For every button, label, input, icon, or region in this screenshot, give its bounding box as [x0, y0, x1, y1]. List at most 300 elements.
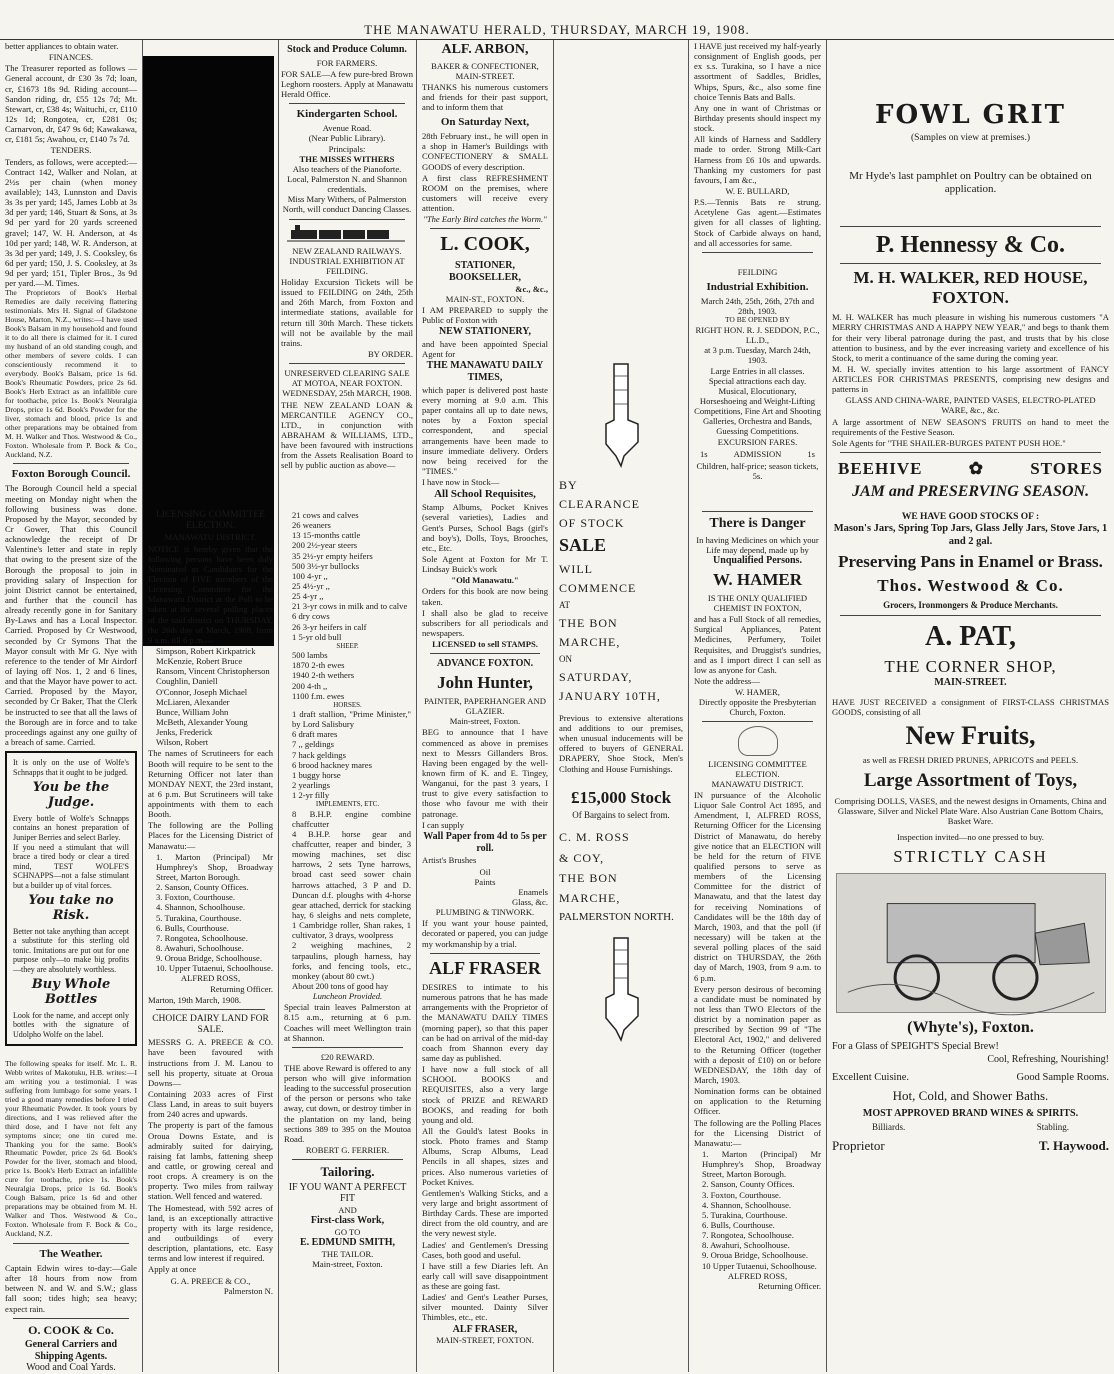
- apat-heading: A. PAT,: [925, 620, 1016, 652]
- sale-text: Of Bargains to select from.: [572, 809, 670, 820]
- dairy-heading: CHOICE DAIRY LAND FOR SALE.: [152, 1013, 269, 1036]
- divider: [289, 103, 405, 104]
- danger-text: Note the address—: [694, 675, 760, 686]
- fowl-grit-sub: (Samples on view at premises.): [911, 132, 1030, 143]
- unres-date: WEDNESDAY, 25th MARCH, 1908.: [282, 388, 412, 399]
- divider: [702, 511, 813, 512]
- sale-line: MARCHE,: [559, 634, 621, 649]
- cattle-item: 13 15-months cattle: [292, 530, 361, 541]
- cattle-item: 35 2½-yr empty heifers: [292, 550, 373, 561]
- divider: [702, 721, 813, 722]
- sale-line: PALMERSTON NORTH.: [559, 910, 674, 923]
- finances-text: The Treasurer reported as follows —General account, dr £30 3s 7d; loan, cr, £1673 18s 9d. Riding account—Sandon riding, dr, £55 12s 7d; Mt. Stewart, cr, £38 4s; Waituchi, cr, £110 12s 1d; Rongotea, cr, £281 0s; Carnarvon, dr, £47 9s 6d; Kawakawa, cr, £181 5s; Awahou, cr, £140 7s 7d.: [5, 63, 137, 145]
- licensing-text: Every person desirous of becoming a candidate must be nominated by not less than TWO Electors of the district by a nomination paper as prescribed by Section 99 of "The Electoral Act, 1902," and delivered to the Returning Officer (together with a deposit of £10) on or before WEDNESDAY, the 18th day of March, 1903.: [694, 983, 821, 1085]
- sheep-item: 1940 2-th wethers: [292, 670, 355, 681]
- pans-heading: Preserving Pans in Enamel or Brass.: [838, 551, 1103, 571]
- exhibition-line: EXCURSION FARES.: [717, 436, 798, 447]
- luncheon: Luncheon Provided.: [312, 991, 383, 1002]
- horses-label: HORSES.: [333, 700, 362, 709]
- admission-label: ADMISSION: [733, 448, 782, 459]
- divider: [292, 1047, 403, 1048]
- fowl-grit-text: Mr Hyde's last pamphlet on Poultry can be obtained on application.: [849, 169, 1092, 195]
- danger-heading: There is Danger: [709, 516, 806, 532]
- cattle-item: 25 4-yr ,,: [292, 591, 324, 602]
- tenders-text: Tenders, as follows, were accepted:—Contract 142, Walker and Nolan, at 2½s per chain (when money available); 143, Lunnston and Davis 3s 3s per yard; 145, James Lobb at 3s 3d per yard; 146, Stuart & Sons, at 3s 9d per yard for 20 yards screened gravel; 147, W. H. Anderson, at 4s 10d per yard; 148, W. R. Anderson, at 3s 3d per yard; 149, J. S. Cooksley, 6s 6d per yard; 150, J. S. Cooksley, at 3s 9d per yard; 151, Tipler Bros., 3s 9d per yard.—M. Times.: [5, 156, 137, 289]
- divider: [13, 1243, 129, 1244]
- candidate: Jenks, Frederick: [156, 727, 213, 738]
- tailoring-line: First-class Work,: [310, 1215, 385, 1227]
- haywood-cart-illustration: [836, 873, 1106, 1013]
- officer-title: Returning Officer.: [758, 1280, 821, 1291]
- corner-shop: THE CORNER SHOP,: [884, 656, 1057, 676]
- sale-line: AT: [559, 600, 570, 611]
- cattle-item: 21 cows and calves: [292, 510, 359, 520]
- tailoring-line: IF YOU WANT A PERFECT FIT: [288, 1181, 407, 1205]
- farmers-label: FOR FARMERS.: [316, 57, 378, 68]
- cattle-item: 500 3½-yr bullocks: [292, 560, 360, 571]
- divider: [13, 463, 129, 464]
- polling-place: 6. Bulls, Courthouse.: [156, 922, 229, 933]
- walker-text: M. H. WALKER has much pleasure in wishing his numerous customers "A MERRY CHRISTMAS AND A HAPPY NEW YEAR," and begs to thank them for their very liberal patronage during the past, and trusts that by his close attention to business, and by the ever increasing variety and excellence of his Stock, to merit a continuance of the same during the coming year.: [832, 312, 1109, 363]
- divider: [13, 1318, 129, 1319]
- tailoring-line: THE TAILOR.: [321, 1248, 374, 1259]
- fraser-text: I have still a few Diaries left. An early call will save disappointment as these are going fast.: [422, 1260, 548, 1292]
- cattle-item: 21 3-yr cows in milk and to calve: [292, 601, 408, 612]
- train-notice: Special train leaves Palmerston at 8.15 a.m., returning at 6 p.m. Coaches will meet Wellington train at Shannon.: [284, 1002, 411, 1043]
- whyte-line: Cool, Refreshing, Nourishing!: [987, 1054, 1109, 1066]
- book-remedies: The Proprietors of Book's Herbal Remedies are daily receiving flattering testimonials. Mrs H. Signal of Gladstone House, Marton, N.Z., writes:—I have used Book's Balsam in my household and found it to do all there is claimed for it. I cured my husband of an old standing cough, and other members of severe colds. I can conscientiously recommend it to everybody. Book's Balsam, price 1s 6d. Book's Rheumatic Powders, price 2s 6d. Book's Herb Extract as an infallible cure for toothache, price 1s. Book's Neuralgia Drops, price 1s 6d. Book's Powder for the liver, stomach and blood, price 1s and other preparations may be obtained from M. H. Walker and Thos. Westwood & Co., Foxton. Wholesale from P. Bock & Co., Auckland, N.Z.: [5, 288, 137, 459]
- horse-item: 7 hack geldings: [292, 749, 346, 760]
- hunter-text: Enamels: [518, 886, 548, 897]
- licensing-text: The following are the Polling Places for the Licensing District of Manawatu:—: [694, 1117, 821, 1148]
- whyte-row: [832, 1138, 1109, 1153]
- finances-heading: FINANCES.: [48, 52, 94, 63]
- exhibition-line: Musical, Elocutionary, Horseshoeing and Weight-Lifting Competitions, Fine Art and Shooting Galleries, Orchestra and Bands, Guessing Competitions.: [694, 385, 821, 437]
- jam-line: Mason's Jars, Spring Top Jars, Glass Jelly Jars, Stove Jars, 1 and 2 gal.: [833, 523, 1108, 547]
- implement-item: About 200 tons of good hay: [292, 980, 389, 991]
- arbon-saturday: On Saturday Next,: [440, 116, 530, 129]
- cook-text: I AM PREPARED to supply the Public of Foxton with: [422, 304, 548, 326]
- walker-text: A large assortment of NEW SEASON'S FRUITS on hand to meet the requirements of the Festive Season.: [832, 416, 1109, 437]
- sale-text: Previous to extensive alterations and additions to our premises, when unusual inducements will be offered to buyers of GENERAL DRAPERY, Shoe Stock, Men's Clothing and House Furnishings.: [559, 712, 683, 774]
- polling-places: [694, 1149, 821, 1271]
- licensing-district: MANAWATU DISTRICT.: [711, 778, 804, 789]
- hunter-line: PLUMBING & TINWORK.: [435, 907, 535, 918]
- stock-banner: £15,000 Stock: [570, 787, 672, 807]
- dairy-text: Containing 2033 acres of First Class Land, in areas to suit buyers from 240 acres and upwards.: [148, 1088, 273, 1120]
- council-heading: Foxton Borough Council.: [11, 468, 131, 481]
- candidate: Ransom, Vincent Christopherson: [156, 666, 270, 677]
- candidate: Wilson, Robert: [156, 737, 209, 748]
- bullard-text: All kinds of Harness and Saddlery made to order. Strong Milk-Cart Harness from £6 10s and upwards. Thanking my customers for past favours, I am &c.,: [694, 134, 821, 185]
- apat-text: Comprising DOLLS, VASES, and the newest designs in Ornaments, China and Glassware, Silver and Nickel Plate Ware. Also Austrian Cane Bottom Chairs, Basket Ware.: [834, 796, 1107, 827]
- kg-line: Avenue Road.: [322, 123, 372, 134]
- hunter-heading: John Hunter,: [437, 673, 533, 693]
- walker-text: Sole Agents for "THE SHAILER-BURGES PATENT PUSH HOE.": [832, 437, 1066, 448]
- whyte-item: Billiards.: [872, 1121, 906, 1132]
- exhibition-line: Children, half-price; season tickets, 5s.: [696, 460, 819, 482]
- hunter-line: PAINTER, PAPERHANGER AND GLAZIER.: [424, 696, 546, 717]
- proprietor-name: T. Haywood.: [1038, 1138, 1109, 1154]
- fraser-address: MAIN-STREET, FOXTON.: [436, 1335, 534, 1346]
- walker-text: M. H. W. specially invites attention to his large assortment of FANCY ARTICLES FOR CHRISTMAS PRESENTS, comprising new designs and patterns in: [832, 363, 1109, 395]
- polling-place: 6. Bulls, Courthouse.: [702, 1219, 775, 1230]
- cook-line: STATIONER,: [455, 260, 515, 272]
- whyte-baths: Hot, Cold, and Shower Baths.: [892, 1088, 1049, 1104]
- cook-line: NEW STATIONERY,: [438, 326, 532, 338]
- weather-text: Captain Edwin wires to-day:—Gale after 18 hours from now from between N. and W. and S.W.; glass fall soon; tides high; sea heavy; expect rain.: [5, 1262, 137, 1314]
- hunter-text: BEG to announce that I have commenced as above in premises next to Messrs Gillanders Bros. Having been engaged by the well-known firm of K. and E. Tingey, Wanganui, for the past 3 years, I trust to give every satisfaction to those who favour me with their patronage.: [422, 727, 548, 819]
- cattle-item: 100 4-yr ,,: [292, 570, 328, 581]
- cook-text: Stamp Albums, Pocket Knives (several varieties), Ladies and Gent's Purses, School Bags (girl's and boy's), Dolls, Toys, Brooches, etc., Etc.: [422, 502, 548, 553]
- walker-heading: M. H. WALKER, RED HOUSE, FOXTON.: [853, 268, 1088, 308]
- officer-title: Returning Officer.: [210, 983, 273, 994]
- beehive-word: STORES: [1030, 459, 1103, 479]
- exhibition-heading: Industrial Exhibition.: [706, 280, 809, 293]
- polling-place: 4. Shannon, Schoolhouse.: [156, 902, 246, 913]
- sale-line: SATURDAY,: [559, 669, 633, 684]
- sale-notice: FOR SALE—A few pure-bred Brown Leghorn roosters. Apply at Manawatu Herald Office.: [281, 68, 413, 100]
- bullard-name: W. E. BULLARD,: [725, 185, 790, 196]
- fowl-grit-heading: FOWL GRIT: [875, 100, 1066, 130]
- dairy-text: MESSRS G. A. PREECE & CO. have been favoured with instructions from J. M. Lanou to sell his property, situate at Oroua Downs—: [148, 1037, 273, 1088]
- unres-text: THE NEW ZEALAND LOAN & MERCANTILE AGENCY CO., LTD., in conjunction with ABRAHAM & WILLIAMS, LTD., have been favoured with instructions from the Assets Realisation Board to sell by public auction as above—: [281, 399, 413, 471]
- apat-text: Inspection invited—no one pressed to buy.: [897, 832, 1044, 843]
- hunter-text: Paints: [474, 876, 496, 887]
- fraser-text: All the Gould's latest Books in stock. Photo frames and Stamp Albums, Scrap Albums, Lead Pencils in all shapes, sizes and prices. Also numerous varieties of Pocket Knives.: [422, 1125, 548, 1187]
- arbon-text: 28th February inst., he will open in a shop in Hamer's Buildings with CONFECTIONERY & SMALL GOODS of every description.: [422, 131, 548, 172]
- wolfe-line: Every bottle of Wolfe's Schnapps contains an honest preparation of Juniper Berries and select Barley.: [13, 813, 129, 842]
- wolfe-line: If you need a stimulant that will brace a tired body or clear a tired mind, TEST WOLFE'S SCHNAPPS—not a false stimulant but a builder up of vital forces.: [13, 842, 129, 890]
- sale-line: COMMENCE: [559, 580, 637, 595]
- whyte-row: [832, 1120, 1109, 1135]
- whyte-item: Excellent Cuisine.: [832, 1072, 909, 1084]
- candidate-list: [148, 646, 273, 747]
- proprietor-label: Proprietor: [832, 1138, 885, 1154]
- railways-heading: NEW ZEALAND RAILWAYS.: [292, 245, 402, 256]
- cook-line: BOOKSELLER,: [449, 271, 521, 283]
- wolfe-judge: You be the Judge.: [32, 779, 110, 811]
- masthead: THE MANAWATU HERALD, THURSDAY, MARCH 19, 1908.: [0, 0, 1114, 40]
- danger-line: W. HAMER,: [735, 687, 780, 698]
- sale-line: JANUARY 10TH,: [559, 688, 661, 703]
- candidate: McBeth, Alexander Young: [156, 716, 248, 727]
- cook-heading: L. COOK,: [440, 233, 530, 256]
- officer-name: ALFRED ROSS,: [180, 973, 241, 984]
- hunter-text: Oil: [479, 866, 491, 877]
- danger-line: In having Medicines on which your Life may depend, made up by: [696, 534, 819, 555]
- polling-place: 2. Sanson, County Offices.: [702, 1179, 795, 1190]
- candidate: Bunce, William John: [156, 706, 229, 717]
- divider: [702, 252, 813, 253]
- tailoring-line: Main-street, Foxton.: [312, 1259, 383, 1270]
- sale-line: ON: [559, 653, 572, 664]
- sheep-label: SHEEP.: [336, 641, 359, 650]
- candidate: Coughlin, Daniell: [156, 676, 218, 687]
- polling-place: 7. Rongotea, Schoolhouse.: [702, 1230, 794, 1241]
- polling-places: [148, 852, 273, 974]
- apat-text: HAVE JUST RECEIVED a consignment of FIRST-CLASS CHRISTMAS GOODS, consisting of all: [832, 696, 1109, 717]
- divider: [840, 226, 1101, 227]
- admission-row: [694, 447, 821, 461]
- railways-order: BY ORDER.: [367, 349, 413, 359]
- horse-item: 6 draft mares: [292, 729, 338, 740]
- sheep-item: 1100 f.m. ewes: [292, 690, 345, 701]
- polling-place: 3. Foxton, Courthouse.: [702, 1189, 782, 1200]
- fraser-text: I have now a full stock of all SCHOOL BOOKS and REQUISITES, also a very large stock of PRIZE and REWARD BOOKS, and reading for both young and old.: [422, 1064, 548, 1125]
- exhibition-line: March 24th, 25th, 26th, 27th and 28th, 1903.: [700, 295, 815, 317]
- licensing-text: NOTICE is hereby given that the following persons have been duly Nominated as Candidates for the Election of FIVE members of the Licensing Committee for the Manawatu District at the Poll to be taken at the several polling places of the said district on THURSDAY, the 26th day of March, 1908, from 9 a.m. till 6 p.m.—: [148, 543, 273, 645]
- sale-line: & COY,: [559, 850, 605, 865]
- cook-line: MAIN-ST., FOXTON.: [445, 293, 525, 304]
- wolfe-risk: You take no Risk.: [28, 893, 114, 924]
- kg-line: Also teachers of the Pianoforte.: [292, 163, 402, 174]
- polling-place: 8. Awahuri, Schoolhouse.: [156, 943, 244, 954]
- divider: [840, 615, 1101, 616]
- divider: [289, 363, 405, 364]
- council-text: The Borough Council held a special meeting on Monday night when the following business was done. Proposed by the Mayor, seconded by Cr Gower, That this Council acknowledge the receipt of Dr Valentine's letter and state in reply that owing to the present size of the Borough the proposal to join in providing salary of Inspection for joint District cannot be entertained, and further that the council has already recently gone in for Sanitary By-Laws and has a Local Inspector. Carried. Proposed by Cr Westwood, seconded by Cr Symons That the Mayor consult with Mr G. Nye with reference to the tender of Mr Airdorf of laying off Nos. 1, 2 and 6 lines, and that the Mayor have power to act. Carried. Proposed by the Mayor, seconded by Cr Baker, That the Clerk be instructed to see that all the laws of the Borough are in force and to take proceedings against any one guilty of a breach of same. Carried.: [5, 483, 137, 747]
- train-icon: [287, 224, 407, 244]
- divider: [430, 653, 540, 654]
- fraser-heading: ALF FRASER: [429, 957, 541, 978]
- danger-text: and has a Full Stock of all remedies, Surgical Appliances, Patent Medicines, Perfumery, Toilet Requisites, and Druggist's sundries, and as I import direct I can sell as low as anyone for Cash.: [694, 614, 821, 675]
- cattle-item: 26 3-yr heifers in calf: [292, 621, 367, 632]
- kindergarten-heading: Kindergarten School.: [296, 108, 398, 121]
- polling-place: 8. Awahuri, Schoolhouse.: [702, 1240, 790, 1251]
- column-2-upper: [276, 40, 418, 510]
- horse-item: 1 2-yr filly: [292, 790, 330, 801]
- licensing-text: IN pursuance of the Alcoholic Liquor Sale Control Act 1895, and Amendment, I, ALFRED ROSS, Returning Officer for the Licensing District of Manawatu, do hereby give notice that an ELECTION will be held for the return of FIVE qualified persons to serve as members of the Licensing Committee for the district of Manawatu, and that the latest day for receiving Nominations of Candidates will be the 18th day of March, 1903, and that the poll (if necessary) will be taken at the several polling places of the said district on THURSDAY, the 26th day of March, 1903, from 9 a.m. to 6 p.m.: [694, 790, 821, 983]
- hennessy-heading: P. Hennessy & Co.: [875, 231, 1066, 258]
- wolfe-line: Look for the name, and accept only bottles with the signature of Udolpho Wolfe on the label.: [13, 1010, 129, 1039]
- polling-place: 1. Marton (Principal) Mr Humphrey's Shop, Broadway Street, Marton Borough.: [156, 851, 273, 883]
- unres-heading: UNRESERVED CLEARING SALE AT MOTOA, NEAR FOXTON.: [284, 368, 410, 389]
- licensing-heading: LICENSING COMMITTEE ELECTION.: [156, 510, 265, 532]
- divider: [840, 263, 1101, 264]
- candidate: O'Connor, Joseph Michael: [156, 686, 248, 697]
- cook-text: Sole Agent at Foxton for Mr T. Lindsay Buick's work: [422, 553, 548, 575]
- sale-line: C. M. ROSS: [559, 830, 630, 845]
- exhibition-line: RIGHT HON. R. J. SEDDON, P.C., LL.D.,: [695, 325, 820, 346]
- implement-item: 2 weighing machines, 2 tarpaulins, plough harness, hay forks, and fencing tools, etc., monkey (about 80 cwt.): [292, 940, 411, 981]
- weather-heading: The Weather.: [39, 1248, 103, 1261]
- divider: [840, 452, 1101, 453]
- hunter-text: I can supply: [422, 819, 465, 830]
- toys-heading: Large Assortment of Toys,: [863, 769, 1078, 791]
- beehive-word: BEEHIVE: [838, 459, 923, 479]
- danger-line: Directly opposite the Presbyterian Church, Foxton.: [698, 697, 817, 718]
- tailoring-line: GO TO: [334, 1227, 361, 1238]
- cook-text: which paper is delivered post haste every morning at 9.0 a.m. This paper contains all up to date news, notes by a Foxton special correspondent, and special arrangements have been made to insure immediate delivery. Orders now being received for the "TIMES.": [422, 384, 548, 476]
- licensing-text: The following are the Polling Places for the Licensing District of Manawatu:—: [148, 820, 273, 851]
- beehive-icon: ✿: [968, 459, 984, 479]
- licensing-text: Nomination forms can be obtained on application to the Returning Officer.: [694, 1086, 821, 1117]
- licensing-text: The names of Scrutineers for each Booth will require to be sent to the Returning Officer not later than MONDAY NEXT, the 23rd instant, at 6 p.m. But Scrutineers will take appointments with them to each Booth.: [148, 748, 273, 820]
- divider: [430, 228, 540, 229]
- implements-label: IMPLEMENTS, ETC.: [315, 800, 380, 809]
- cattle-item: 200 2½-year steers: [292, 540, 358, 551]
- horse-item: 6 brood hackney mares: [292, 759, 372, 770]
- sale-line: MARCHE,: [559, 890, 621, 905]
- column-2-licensing: [143, 510, 278, 1296]
- candidate: McLiaren, Alexander: [156, 696, 230, 707]
- hunter-text: Glass, &c.: [511, 897, 548, 908]
- advance-heading: ADVANCE FOXTON.: [436, 658, 534, 670]
- feilding-label: FEILDING: [737, 266, 778, 277]
- polling-place: 5. Turakina, Courthouse.: [156, 912, 242, 923]
- polling-place: 5. Turakina, Courthouse.: [702, 1209, 788, 1220]
- hunter-wallpaper: Wall Paper from 4d to 5s per roll.: [423, 830, 547, 854]
- polling-place: 9. Oroua Bridge, Schoolhouse.: [702, 1250, 808, 1261]
- wolfe-bottles: Buy Whole Bottles: [31, 976, 111, 1008]
- implement-item: 4 B.H.P. horse gear and chaffcutter, reaper and binder, 3 mowing machines, set disc harrows, 2 sets Tyne harrows, broad cast seed sower chain harrows attached, 3 P and D. Duncan d.f. ploughs with 4-horse gear attached, derrick for stacking hay, 6 sleighs and nets complete, 1 Cambridge roller, Shan rakes, 1 cultivator, 3 drays, woolpress: [292, 828, 411, 941]
- fraser-signoff: ALF FRASER,: [452, 1323, 518, 1335]
- polling-place: 2. Sanson, County Offices.: [156, 882, 249, 893]
- arbon-quote: "The Early Bird catches the Worm.": [423, 214, 547, 225]
- sheep-item: 500 lambs: [292, 650, 328, 661]
- westwood-line: Grocers, Ironmongers & Produce Merchants.: [883, 600, 1058, 611]
- horse-item: 1 buggy horse: [292, 769, 341, 780]
- sale-line: WILL: [559, 561, 593, 576]
- cook-line: Wood and Coal Yards.: [26, 1362, 116, 1374]
- bullard-text: I HAVE just received my half-yearly consignment of English goods, per ex s.s. Turakina, so I have a nice assortment of Saddles, Bridles, Whips, Spurs, &c., also some fine choice Tennis Bats and Balls.: [694, 41, 821, 102]
- cook-line: &c., &c.,: [515, 283, 548, 294]
- beehive-heading: [838, 459, 1103, 479]
- jam-line: WE HAVE GOOD STOCKS OF :: [901, 511, 1040, 522]
- tailoring-line: AND: [338, 1205, 357, 1216]
- cook-line: LICENSED to sell STAMPS.: [432, 639, 538, 650]
- sheep-item: 200 4-th ,,: [292, 680, 328, 691]
- reward-heading: £20 REWARD.: [320, 1051, 375, 1062]
- strictly-cash: STRICTLY CASH: [893, 846, 1048, 866]
- apat-text: as well as FRESH DRIED PRUNES, APRICOTS and PEELS.: [862, 755, 1079, 766]
- cook-line: THE MANAWATU DAILY TIMES,: [426, 360, 544, 384]
- candidate: McKenzie, Robert Bruce: [156, 656, 243, 667]
- kg-line: Miss Mary Withers, of Palmerston North, will conduct Dancing Classes.: [282, 194, 412, 215]
- kg-line: THE MISSES WITHERS: [299, 153, 395, 164]
- pointing-hand-icon: [594, 934, 648, 1044]
- new-fruits: New Fruits,: [905, 720, 1036, 750]
- column-4: [554, 40, 688, 1372]
- whyte-line: For a Glass of SPEIGHT'S Special Brew!: [832, 1041, 999, 1053]
- cattle-list: [284, 510, 411, 642]
- kg-line: Principals:: [328, 143, 366, 154]
- sale-banner: SALE: [559, 535, 607, 556]
- column-3: [417, 40, 553, 1372]
- dairy-text: Palmerston N.: [223, 1285, 273, 1296]
- dairy-text: G. A. PREECE & CO.,: [170, 1275, 251, 1286]
- admission-price: 1s: [807, 448, 815, 459]
- bullard-text: Any one in want of Christmas or Birthday presents should inspect my stock.: [694, 102, 821, 134]
- walker-text: GLASS AND CHINA-WARE, PAINTED VASES, ELECTRO-PLATED WARE, &c., &c.: [845, 395, 1096, 416]
- licensing-heading: LICENSING COMMITTEE ELECTION.: [708, 758, 807, 779]
- column-6: [827, 40, 1114, 1372]
- licensing-date: Marton, 19th March, 1908.: [148, 994, 242, 1005]
- polling-place: 10 Upper Tutaenui, Schoolhouse.: [702, 1260, 817, 1271]
- column-2-auction: [279, 510, 416, 1372]
- arbon-text: A first class REFRESHMENT ROOM on the premises, where customers will receive every attention.: [422, 172, 548, 214]
- arbon-text: THANKS his numerous customers and friends for their past support, and to inform them that: [422, 81, 548, 113]
- kg-line: Local, Palmerston N. and Shannon credentials.: [287, 174, 407, 195]
- cook-text: and have been appointed Special Agent for: [422, 339, 548, 360]
- stock-heading: Stock and Produce Column.: [287, 44, 407, 55]
- candidate: Simpson, Robert Kirkpatrick: [156, 645, 256, 656]
- whyte-item: Good Sample Rooms.: [1016, 1072, 1109, 1084]
- cattle-item: 1 5-yr old bull: [292, 631, 342, 642]
- exhibition-line: Large Entries in all classes.: [710, 365, 805, 376]
- cattle-item: 25 4½-yr ,,: [292, 580, 330, 591]
- divider: [430, 953, 540, 954]
- licensing-district: MANAWATU DISTRICT.: [164, 532, 257, 543]
- fraser-text: DESIRES to intimate to his numerous patrons that he has made arrangements with the Proprietor of the MANAWATU DAILY TIMES (morning paper), so that this paper can be had on arrival of the mid-day coach from Shannon every day same day as published.: [422, 981, 548, 1063]
- reward-text: THE above Reward is offered to any person who will give information leading to the successful prosecution of the person or persons who take away, cut down, or destroy timber in the plantation on my land, being sections 389 to 395 on the Moutoa Road.: [284, 1062, 411, 1144]
- cook-text: Orders for this book are now being taken.: [422, 586, 548, 607]
- horse-item: 1 draft stallion, "Prime Minister," by Lord Salisbury: [292, 709, 411, 730]
- polling-place: 9. Oroua Bridge, Schoolhouse.: [156, 953, 262, 964]
- railways-text: Holiday Excursion Tickets will be issued to FEILDING on 24th, 25th and 26th March, from Foxton and intermediate stations, available for return till 30th March. These tickets will not be available by the mail trains.: [281, 277, 413, 348]
- danger-line: IS THE ONLY QUALIFIED CHEMIST IN FOXTON,: [707, 592, 808, 613]
- dairy-text: Apply at once: [148, 1264, 197, 1275]
- sale-line: CLEARANCE: [559, 497, 640, 512]
- polling-place: 1. Marton (Principal) Mr Humphrey's Shop, Broadway Street, Marton Borough.: [702, 1148, 821, 1180]
- hunter-text: If you want your house painted, decorated or papered, you can judge my workmanship by a trial.: [422, 918, 548, 949]
- implement-list: [284, 809, 411, 992]
- sheep-item: 1870 2-th ewes: [292, 660, 345, 671]
- sale-line: OF STOCK: [559, 516, 625, 531]
- westwood-heading: Thos. Westwood & Co.: [877, 575, 1064, 595]
- whyte-wines: MOST APPROVED BRAND WINES & SPIRITS.: [862, 1107, 1079, 1119]
- main-street: MAIN-STREET.: [934, 676, 1007, 688]
- wolfe-line: Better not take anything than accept a substitute for this sterling old tonic. Imitations are put out for one purpose only—to make big profits—they are absolutely worthless.: [13, 926, 129, 974]
- admission-price: 1s: [700, 448, 708, 459]
- fraser-text: Ladies' and Gent's Leather Purses, silver mounted. Dainty Silver Thimbles, etc., etc.: [422, 1292, 548, 1323]
- hunter-line: Main-street, Foxton.: [449, 716, 521, 727]
- sale-line: THE BON: [559, 615, 618, 630]
- cattle-item: 6 dry cows: [292, 611, 330, 622]
- railways-sub: INDUSTRIAL EXHIBITION AT FEILDING.: [289, 255, 405, 276]
- divider: [292, 1159, 403, 1160]
- officer-name: ALFRED ROSS,: [727, 1270, 788, 1281]
- column-1: [0, 40, 142, 1372]
- dairy-text: The property is part of the famous Oroua Downs Estate, and is admirably suited for dairying, raising fat lambs, fattening sheep and cattle, or growing cereal and root crops. A creamery is on the property. Two miles from railway station. Well fenced and watered.: [148, 1120, 273, 1202]
- intro: better appliances to obtain water.: [5, 41, 119, 51]
- tenders-heading: TENDERS.: [50, 145, 92, 156]
- divider: [156, 1009, 265, 1010]
- fraser-text: Ladies' and Gentlemen's Dressing Cases, both good and useful.: [422, 1239, 548, 1260]
- exhibition-line: at 3 p.m. Tuesday, March 24th, 1903.: [704, 345, 811, 366]
- whyte-row: [832, 1072, 1109, 1084]
- implement-item: 8 B.H.P. engine combine chaffcutter: [292, 808, 411, 829]
- kg-line: (Near Public Library).: [308, 133, 386, 144]
- tailor-name: E. EDMUND SMITH,: [299, 1237, 395, 1249]
- polling-place: 4. Shannon, Schoolhouse.: [702, 1199, 792, 1210]
- polling-place: 3. Foxton, Courthouse.: [156, 892, 236, 903]
- testimonial: The following speaks for itself. Mr. L. R. Webb writes of Makotuku, H.B. writes:—I am writing you a testimonial. I was suffering from lumbago for some years. I tried a good many remedies before I tried your Rheumatic Powder. It took yours by directions, and I was relieved after the third dose, and I have not felt any symptoms since; one tin cured me. Thanking you for the same. Book's Rheumatic Powder, price 2s 6d. Book's Powder for the liver, stomach and blood, price 1s. Book's Herb Extract an infallible cure for toothache, price 1s. Book's Neuralgia Drops, price 1s 6d. Book's Cough Balsam, price 1s 6d and other preparations may be obtained from M. H. Walker and Thos. Westwood & Co., Foxton. Wholesale from F. Bock & Co., Auckland, N.Z.: [5, 1058, 137, 1239]
- cattle-item: 26 weaners: [292, 520, 331, 531]
- sheep-list: [284, 650, 411, 701]
- dairy-text: The Homestead, with 592 acres of land, is an exceptionally attractive property with its large residence, and outbuildings of every description, plantations, etc. Easy terms and low interest if required.: [148, 1202, 273, 1264]
- tailoring-heading: Tailoring.: [320, 1164, 375, 1180]
- cook-line: All School Requisites,: [434, 488, 536, 501]
- bullard-text: P.S.—Tennis Bats re strung. Acetylene Gas agent.—Estimates given for all classes of lighting. Stock of Carbide always on hand, and all accessories for same.: [694, 197, 821, 248]
- hamer-heading: W. HAMER: [712, 569, 803, 589]
- exhibition-line: Special attractions each day.: [708, 375, 807, 386]
- horse-item: 2 yearlings: [292, 780, 330, 791]
- sale-line: THE BON: [559, 870, 618, 885]
- cook-line: "Old Manawatu.": [451, 575, 519, 586]
- sale-line: BY: [559, 478, 578, 492]
- cook-line: General Carriers and Shipping Agents.: [24, 1338, 118, 1362]
